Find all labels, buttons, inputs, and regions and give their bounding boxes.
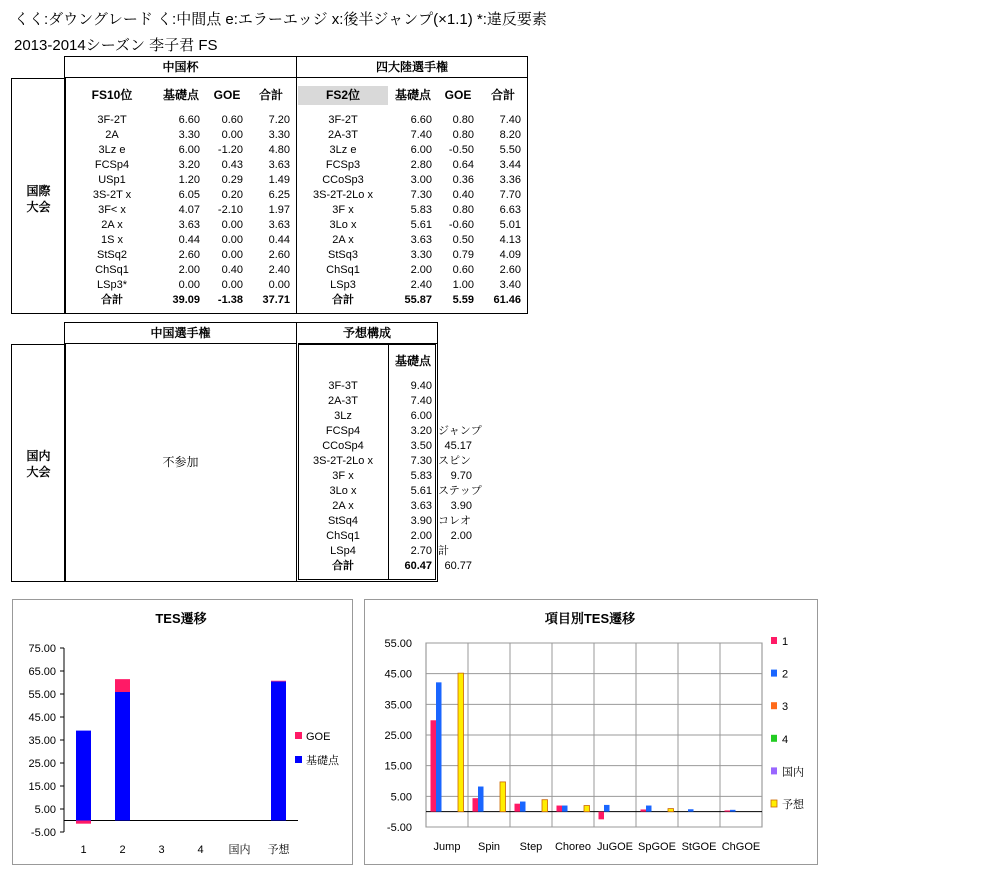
intl-row-label-2: 大会 [26,200,51,214]
comp1-element-name: USp1 [98,174,126,186]
forecast-element-base: 2.00 [410,530,432,542]
comp2-col-total: 合計 [490,88,515,102]
forecast-side-label: 計 [438,545,449,557]
comp1-element-total: 3.63 [268,219,290,231]
chart1-legend-base-label: 基礎点 [306,755,339,767]
comp1-element-total: 3.30 [268,129,290,141]
chart2-bar-1 [599,812,605,820]
chart2-bar-6 [668,809,674,812]
comp1-element-goe: -2.10 [217,204,243,216]
comp2-element-base: 7.40 [410,129,432,141]
comp2-element-goe: 0.50 [452,234,474,246]
domestic-comp-name: 中国選手権 [150,326,211,340]
forecast-element-name: 2A-3T [328,395,358,407]
comp1-total-goe: -1.38 [217,294,243,306]
chart2-legend-swatch [771,637,777,644]
comp1-element-goe: 0.40 [221,264,243,276]
comp1-element-base: 2.60 [178,249,200,261]
comp2-total-base: 55.87 [404,294,432,306]
forecast-element-base: 3.90 [410,515,432,527]
forecast-element-base: 3.20 [410,425,432,437]
comp2-element-base: 3.00 [410,174,432,186]
comp1-element-base: 2.00 [178,264,200,276]
chart2-ytick-label: 25.00 [384,730,412,742]
chart1-xtick-label: 予想 [267,844,290,856]
comp1-element-name: 1S x [100,234,123,246]
chart2-bar-2 [730,810,736,812]
forecast-element-base: 7.30 [410,455,432,467]
forecast-side-value: 60.77 [444,560,472,572]
intl-header-divider [64,77,528,78]
forecast-element-name: StSq4 [328,515,358,527]
comp2-element-goe: -0.60 [448,219,474,231]
forecast-side-value: 2.00 [450,530,472,542]
comp1-element-goe: 0.00 [221,279,243,291]
comp2-element-base: 5.61 [410,219,432,231]
forecast-side-value: 9.70 [450,470,472,482]
chart2-bar-2 [562,806,568,812]
chart2-ytick-label: 5.00 [390,791,412,804]
comp2-element-total: 4.09 [499,249,521,261]
comp2-element-goe: -0.50 [448,144,474,156]
comp1-element-goe: 0.29 [221,174,243,186]
comp2-element-total: 7.70 [499,189,521,201]
comp1-element-goe: 0.20 [221,189,243,201]
comp1-total-base: 39.09 [172,294,200,306]
comp1-element-base: 3.30 [178,129,200,141]
season-line: 2013-2014シーズン 李子君 FS [14,37,218,54]
chart1-ytick-label: 55.00 [28,689,56,701]
comp1-element-goe: 0.00 [221,234,243,246]
comp1-element-name: FCSp4 [94,159,130,171]
comp2-name: 四大陸選手権 [375,60,448,74]
forecast-element-base: 9.40 [410,380,432,392]
comp2-element-name: 3Lz e [329,144,357,156]
comp1-element-goe: -1.20 [217,144,243,156]
comp2-element-name: 2A-3T [328,129,358,141]
chart2-xtick-label: ChGOE [721,841,761,853]
chart2-xtick-label: SpGOE [638,841,676,853]
comp2-element-goe: 0.80 [452,129,474,141]
comp2-element-total: 5.50 [499,144,521,156]
chart1-bar-goe [271,681,286,682]
comp2-element-base: 7.30 [410,189,432,201]
chart2-bar-2 [436,682,442,811]
comp1-element-total: 6.25 [268,189,290,201]
comp1-element-name: 3Lz e [98,144,126,156]
comp1-element-total: 7.20 [268,114,290,126]
chart1-xtick-label: 1 [80,844,87,856]
forecast-element-base: 5.61 [410,485,432,497]
comp1-element-total: 3.63 [268,159,290,171]
chart1-bar-goe [76,821,91,824]
chart1-svg [12,599,353,865]
absent-text: 不参加 [162,455,199,469]
forecast-element-name: FCSp4 [325,425,361,437]
comp1-element-base: 1.20 [178,174,200,186]
chart1-ytick-label: 5.00 [34,804,56,816]
comp2-element-name: 3Lo x [329,219,357,231]
chart2-bar-2 [478,787,484,812]
comp1-element-total: 2.40 [268,264,290,276]
chart2-xtick-label: Choreo [554,841,592,853]
chart1-ytick-label: 65.00 [28,666,56,678]
comp1-element-base: 0.00 [178,279,200,291]
chart2-bar-6 [500,782,506,812]
chart2-legend-label: 4 [782,733,789,746]
chart2-bar-1 [557,806,563,812]
domestic-row-label-2: 大会 [26,465,51,479]
chart1-ytick-label: 35.00 [28,735,56,747]
comp1-element-total: 0.00 [268,279,290,291]
chart1-xtick-label: 4 [197,844,204,856]
comp1-element-name: 3F-2T [97,114,127,126]
legend-line: くく:ダウングレード く:中間点 e:エラーエッジ x:後半ジャンプ(×1.1) *:違反要素 [14,11,547,28]
comp2-element-goe: 1.00 [452,279,474,291]
chart2-xtick-label: Spin [477,841,501,853]
forecast-element-name: ChSq1 [326,530,360,542]
forecast-side-label: スピン [438,455,471,467]
forecast-side-label: コレオ [438,515,471,527]
chart1-bar-goe [115,679,130,692]
comp1-element-name: 2A x [101,219,123,231]
forecast-element-name: 3S-2T-2Lo x [313,455,373,467]
forecast-element-name: 3Lz [334,410,352,422]
comp2-col-goe: GOE [444,88,472,102]
comp2-element-total: 5.01 [499,219,521,231]
comp2-total-goe: 5.59 [452,294,474,306]
chart2-legend-label: 1 [782,636,789,648]
comp2-total-sum: 61.46 [493,294,521,306]
comp1-element-goe: 0.00 [221,219,243,231]
domestic-row-label [12,448,65,480]
comp2-element-name: 2A x [332,234,354,246]
forecast-header-divider [298,343,438,344]
comp1-element-total: 0.44 [268,234,290,246]
comp2-element-total: 6.63 [499,204,521,216]
chart2-legend-swatch [771,735,777,742]
comp2-element-base: 2.00 [410,264,432,276]
domestic-comp-box [64,322,297,582]
comp1-element-base: 6.60 [178,114,200,126]
comp2-element-total: 3.44 [499,159,521,171]
chart2-bar-2 [646,806,652,812]
chart1-bar-base [271,681,286,820]
forecast-element-base: 3.63 [410,500,432,512]
comp1-element-base: 0.44 [178,234,200,246]
chart2-bar-6 [458,673,464,812]
chart1-ytick-label: -5.00 [30,827,56,839]
chart2-xtick-label: Step [519,841,543,853]
forecast-col-base: 基礎点 [394,354,431,368]
comp2-element-name: 3F-2T [328,114,358,126]
forecast-element-name: 3Lo x [329,485,357,497]
chart2-legend-swatch [771,767,777,774]
comp2-element-base: 3.30 [410,249,432,261]
forecast-element-base: 2.70 [410,545,432,557]
chart1-ytick-label: 45.00 [28,712,56,724]
chart2-ytick-label: 35.00 [384,699,412,712]
forecast-side-value: 3.90 [450,500,472,512]
comp1-name: 中国杯 [162,60,199,74]
chart2-bar-1 [641,809,647,811]
comp2-element-goe: 0.40 [452,189,474,201]
comp2-element-total: 3.40 [499,279,521,291]
comp2-element-total: 4.13 [499,234,521,246]
comp2-total-label: 合計 [332,294,354,306]
chart1-ytick-label: 15.00 [28,781,56,793]
comp1-element-total: 2.60 [268,249,290,261]
chart2-ytick-label: 55.00 [384,638,412,650]
comp2-element-name: 3S-2T-2Lo x [313,189,373,201]
comp2-element-goe: 0.80 [452,204,474,216]
comp1-element-name: ChSq1 [95,264,129,276]
domestic-header-divider [64,343,297,344]
comp2-element-base: 3.63 [410,234,432,246]
comp2-element-base: 6.60 [410,114,432,126]
comp2-element-total: 3.36 [499,174,521,186]
comp1-element-base: 4.07 [178,204,200,216]
chart2-ytick-label: 45.00 [384,668,412,681]
forecast-element-name: CCoSp4 [322,440,364,452]
forecast-side-label: ステップ [438,485,482,497]
forecast-element-base: 6.00 [410,410,432,422]
chart1-xtick-label: 国内 [228,844,251,856]
comp1-element-name: StSq2 [97,249,127,261]
chart2-bar-6 [584,806,590,812]
comp1-element-base: 3.63 [178,219,200,231]
comp2-element-goe: 0.64 [452,159,474,171]
forecast-element-base: 7.40 [410,395,432,407]
chart1-title: TES遷移 [155,611,207,626]
comp2-element-name: ChSq1 [326,264,360,276]
intl-row-label-1: 国際 [26,184,51,198]
chart1-legend-base-swatch [295,756,302,763]
forecast-element-name: 3F x [332,470,354,482]
comp2-element-total: 7.40 [499,114,521,126]
chart2-title: 項目別TES遷移 [544,611,636,626]
comp1-element-base: 6.05 [178,189,200,201]
comp1-element-total: 1.97 [268,204,290,216]
chart2-legend-label: 2 [782,668,789,681]
chart2-legend-swatch [771,800,777,807]
domestic-row-label-1: 国内 [26,449,51,463]
comp2-element-base: 6.00 [410,144,432,156]
forecast-element-base: 5.83 [410,470,432,482]
chart2-legend-label: 予想 [782,799,804,811]
comp1-total-sum: 37.71 [262,294,290,306]
chart2-bar-1 [725,810,731,811]
chart2-svg [364,599,818,865]
chart1-ytick-label: 75.00 [28,643,56,655]
chart2-legend-label: 3 [782,701,789,714]
forecast-element-name: LSp4 [330,545,356,557]
comp1-col-goe: GOE [213,88,241,102]
comp2-element-name: StSq3 [328,249,358,261]
chart2-bar-1 [515,804,521,812]
comp1-element-goe: 0.60 [221,114,243,126]
forecast-side-label: ジャンプ [438,425,482,437]
comp1-col-base: 基礎点 [162,88,199,102]
forecast-element-name: 2A x [332,500,354,512]
chart1-xtick-label: 3 [158,844,165,856]
comp2-element-name: FCSp3 [325,159,361,171]
chart1-bar-base [115,692,130,821]
chart2-legend-swatch [771,670,777,677]
chart2-bar-6 [542,800,548,812]
chart2-ytick-label: 15.00 [384,760,412,773]
comp2-element-total: 2.60 [499,264,521,276]
forecast-element-name: 3F-3T [328,380,358,392]
comp2-element-goe: 0.60 [452,264,474,276]
chart1-legend-goe-label: GOE [306,731,331,743]
chart2-legend-label: 国内 [782,766,804,779]
chart2-xtick-label: Jump [433,841,461,853]
chart2-bar-2 [520,802,526,812]
comp1-element-total: 4.80 [268,144,290,156]
comp2-element-name: 3F x [332,204,354,216]
forecast-total-base: 60.47 [404,560,432,572]
comp1-col-total: 合計 [258,88,283,102]
comp2-element-total: 8.20 [499,129,521,141]
comp1-element-base: 3.20 [178,159,200,171]
comp1-element-goe: 0.43 [221,159,243,171]
chart2-bar-2 [604,805,610,812]
comp2-element-name: LSp3 [330,279,356,291]
chart2-bar-1 [431,720,437,811]
chart1-bar-base [76,731,91,821]
chart2-bar-2 [688,809,694,811]
forecast-side-value: 45.17 [444,440,472,452]
comp1-element-name: 3F< x [98,204,126,216]
chart1-xtick-label: 2 [119,844,126,856]
forecast-col-divider [388,344,389,580]
chart2-xtick-label: StGOE [681,841,717,853]
comp2-element-goe: 0.79 [452,249,474,261]
comp1-element-name: 3S-2T x [92,189,132,201]
comp2-element-base: 5.83 [410,204,432,216]
chart1-ytick-label: 25.00 [28,758,56,770]
comp1-element-goe: 0.00 [221,249,243,261]
comp2-element-goe: 0.80 [452,114,474,126]
comp2-element-base: 2.40 [410,279,432,291]
comp2-rank: FS2位 [325,88,360,102]
comp2-col-base: 基礎点 [394,88,431,102]
comp1-total-label: 合計 [101,294,123,306]
chart2-legend-swatch [771,702,777,709]
comp2-element-base: 2.80 [410,159,432,171]
comp2-element-name: CCoSp3 [322,174,364,186]
comp1-element-base: 6.00 [178,144,200,156]
comp1-element-name: 2A [105,129,119,141]
comp1-element-goe: 0.00 [221,129,243,141]
intl-row-label [12,183,65,215]
chart2-bar-1 [473,798,479,811]
comp1-element-name: LSp3* [97,279,127,291]
comp2-element-goe: 0.36 [452,174,474,186]
forecast-total-label: 合計 [332,560,354,572]
forecast-name: 予想構成 [342,326,391,340]
chart2-ytick-label: -5.00 [386,822,412,834]
forecast-element-base: 3.50 [410,440,432,452]
chart1-legend-goe-swatch [295,732,302,739]
comp1-rank: FS10位 [91,88,133,102]
chart2-xtick-label: JuGOE [596,841,634,853]
comp1-element-total: 1.49 [268,174,290,186]
